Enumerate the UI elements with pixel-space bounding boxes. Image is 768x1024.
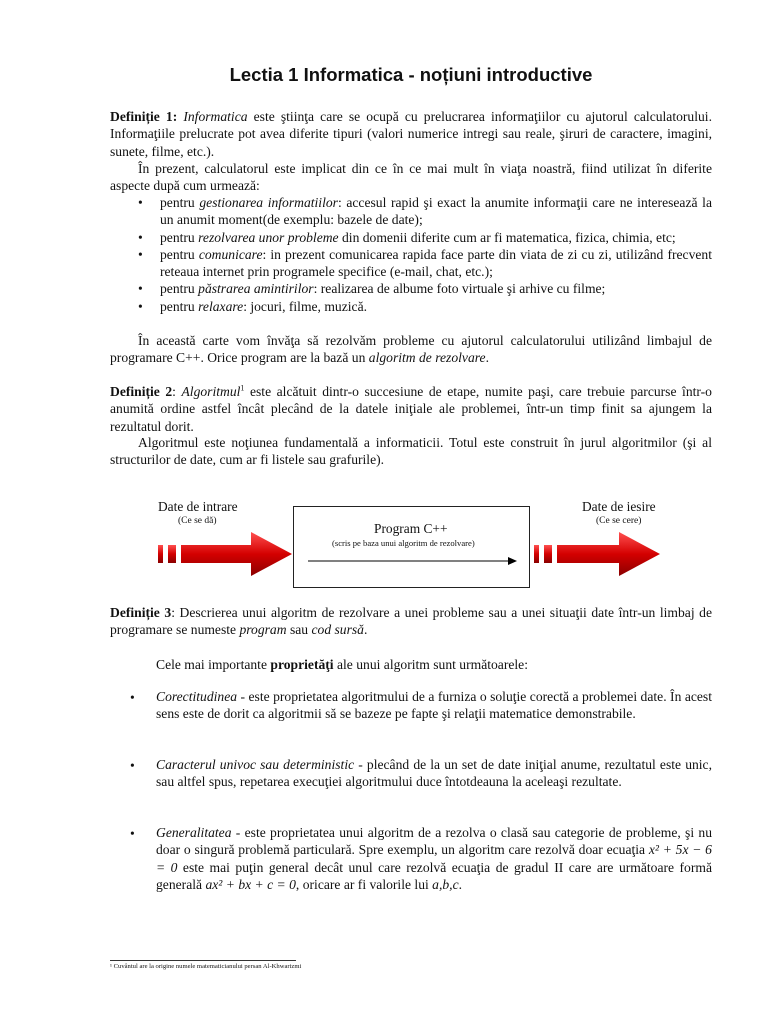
footnote: ¹ Cuvântul are la origine numele matematicianului persan Al-Khwarizmi: [110, 963, 302, 970]
footnote-divider: [110, 960, 296, 961]
bullet-icon: •: [138, 281, 143, 297]
bullet-icon: •: [138, 195, 143, 210]
program-sublabel: (scris pe baza unui algoritm de rezolvare): [332, 538, 475, 548]
property-determinism: • Caracterul univoc sau deterministic - plecând de la un set de date iniţial anume, rezultatul este unic, sau altfel spus, repetarea execuţiei algoritmului duce întotdeauna la aceleaşi rezultate.: [130, 757, 712, 790]
algorithm-note: Algoritmul este noţiunea fundamentală a informaticii. Totul este construit în jurul algoritmilor (şi al structurilor de date, cum ar fi listele sau grafurile).: [110, 435, 712, 468]
output-sublabel: (Ce se cere): [596, 516, 642, 526]
list-item: • pentru păstrarea amintirilor: realizarea de albume foto virtuale şi arhive cu filme;: [138, 281, 606, 297]
book-paragraph: În această carte vom învăţa să rezolvăm probleme cu ajutorul calculatorului utilizând limbajul de programare C++. Orice program are la bază un algoritm de rezolvare.: [110, 333, 712, 366]
equation-1: x² + 5x − 6 = 0: [156, 842, 712, 875]
definition-1: [110, 108, 712, 160]
program-label: Program C++: [374, 521, 448, 536]
definition-2-term: Algoritmul: [181, 384, 241, 399]
definition-1-label: Definiție 1:: [110, 109, 178, 124]
uses-list: [110, 194, 712, 315]
definition-3-label: Definiție 3: [110, 605, 172, 620]
footnote-ref[interactable]: 1: [240, 383, 245, 393]
bullet-icon: •: [130, 690, 135, 705]
list-item: • pentru comunicare: in prezent comunicarea rapida face parte din viata de zi cu zi, utilizând frecvent reteaua internet prin programele specifice (e-mail, chat, etc.);: [138, 246, 712, 280]
definition-1-term: Informatica: [183, 109, 248, 124]
definition-2-label: Definiție 2: [110, 384, 173, 399]
property-correctness: • Corectitudinea - este proprietatea algoritmului de a furniza o soluţie corectă a problemei date. În acest sens este de dorit ca algoritmii să se bazeze pe fapte şi relaţii matematice demonstrabile.: [130, 689, 712, 722]
list-item: • pentru rezolvarea unor probleme din domenii diferite cum ar fi matematica, fizica, chimia, etc;: [138, 229, 676, 245]
properties-intro: Cele mai importante proprietăţi ale unui algoritm sunt următoarele:: [156, 657, 528, 672]
definition-1-text: este ştiinţa care se ocupă cu prelucrarea informaţiilor cu ajutorul calculatorului. Informaţiile prelucrate pot avea diferite tipuri (valori numerice intregi sau reale, şiruri de caractere, imagini, sunete, filme, etc.).: [110, 109, 712, 159]
input-sublabel: (Ce se dă): [178, 516, 217, 526]
bullet-icon: •: [130, 758, 135, 773]
bullet-icon: •: [138, 298, 143, 314]
bullet-icon: •: [130, 826, 135, 841]
property-generality: • Generalitatea - este proprietatea unui algoritm de a rezolva o clasă sau categorie de probleme, şi nu doar o singură problemă particulară. Spre exemplu, un algoritm care rezolvă doar ecuaţia x² + 5x − 6 = 0 este mai puţin general decât unul care rezolvă ecuaţia de gradul II care are următoare formă generală ax² + bx + c = 0, oricare ar fi valorile lui a,b,c.: [130, 825, 712, 892]
program-box: [293, 506, 530, 588]
definition-2: Definiție 2: Algoritmul$^1$ este alcătuit dintr-o succesiune de etape, numite paşi, care trebuie parcurse într-o anumită ordine astfel încât plecând de la datele iniţiale ale problemei, într-un timp finit sa ajungem la rezultatul dorit.: [110, 383, 712, 434]
input-label: Date de intrare: [158, 499, 238, 514]
bullet-icon: •: [138, 246, 143, 262]
bullet-icon: •: [138, 229, 143, 245]
flow-arrow-icon: [308, 555, 518, 567]
list-item: • pentru gestionarea informatiilor: accesul rapid şi exact la anumite informaţii care ne interesează la un anumit moment(de exemplu: bazele de date);: [138, 195, 712, 228]
list-item: • pentru relaxare: jocuri, filme, muzică.: [138, 298, 367, 314]
equation-2: ax² + bx + c = 0: [205, 876, 296, 892]
output-label: Date de iesire: [582, 499, 656, 514]
input-arrow-icon: [156, 530, 296, 580]
definition-3: Definiție 3: Descrierea unui algoritm de rezolvare a unei probleme sau a unei situaţii date într-un limbaj de programare se numeste program sau cod sursă.: [110, 605, 713, 638]
output-arrow-icon: [532, 530, 672, 580]
page-title: Lectia 1 Informatica - noțiuni introductive: [229, 64, 593, 85]
intro-paragraph: În prezent, calculatorul este implicat din ce în ce mai mult în viaţa noastră, fiind utilizat în diferite aspecte după cum urmează:: [110, 161, 712, 194]
program-diagram: [110, 490, 712, 590]
